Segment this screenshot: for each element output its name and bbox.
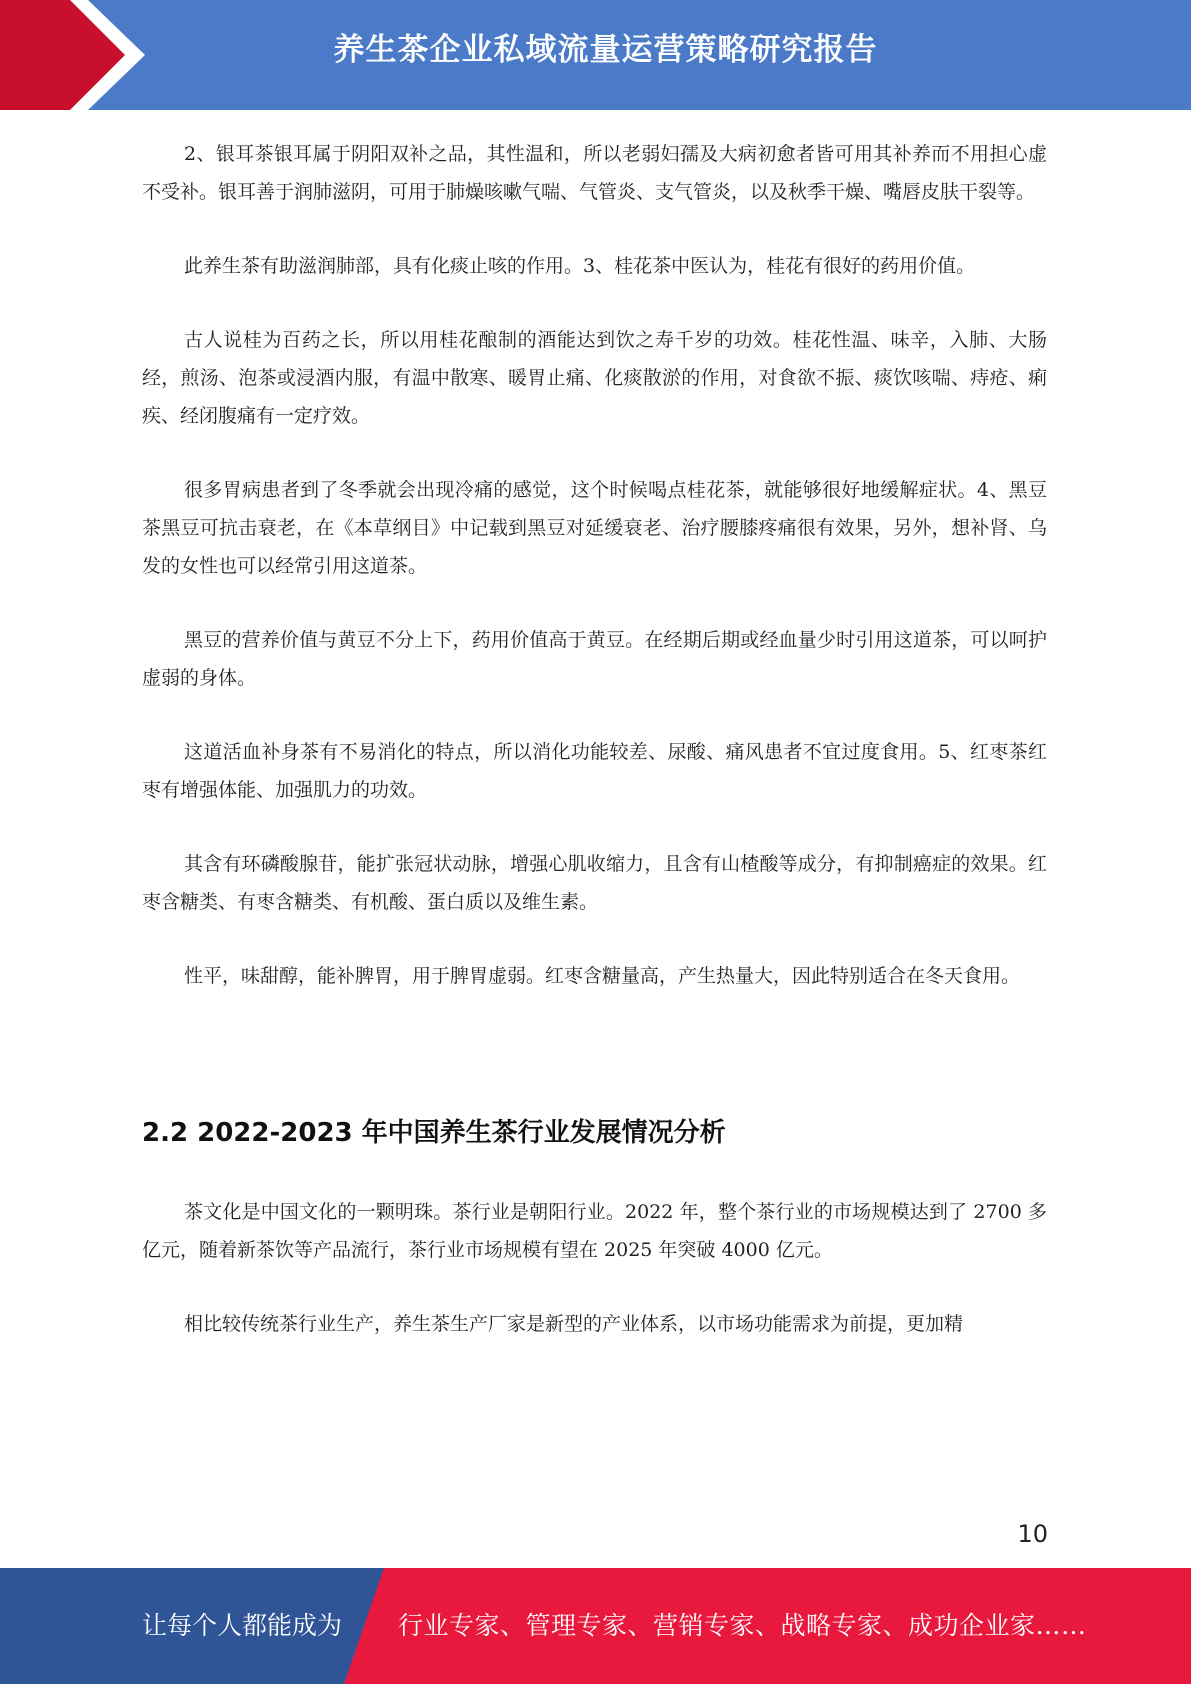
paragraph: 2、银耳茶银耳属于阴阳双补之品，其性温和，所以老弱妇孺及大病初愈者皆可用其补养而不用担心虚不受补。银耳善于润肺滋阴，可用于肺燥咳嗽气喘、气管炎、支气管炎，以及秋季干燥、嘴唇皮肤干裂等。 <box>142 143 1047 203</box>
footer-slogan-right: 行业专家、管理专家、营销专家、战略专家、成功企业家…… <box>398 1611 1087 1640</box>
paragraph: 这道活血补身茶有不易消化的特点，所以消化功能较差、尿酸、痛风患者不宜过度食用。5、红枣茶红枣有增强体能、加强肌力的功效。 <box>142 741 1047 801</box>
paragraph: 性平，味甜醇，能补脾胃，用于脾胃虚弱。红枣含糖量高，产生热量大，因此特别适合在冬天食用。 <box>184 965 1021 987</box>
paragraph: 古人说桂为百药之长，所以用桂花酿制的酒能达到饮之寿千岁的功效。桂花性温、味辛，入肺、大肠经，煎汤、泡茶或浸酒内服，有温中散寒、暖胃止痛、化痰散淤的作用，对食欲不振、痰饮咳喘、痔疮、痢疾、经闭腹痛有一定疗效。 <box>142 329 1047 427</box>
report-title: 养生茶企业私域流量运营策略研究报告 <box>333 32 878 68</box>
document-body <box>142 135 1047 1379</box>
paragraph: 此养生茶有助滋润肺部，具有化痰止咳的作用。3、桂花茶中医认为，桂花有很好的药用价值。 <box>184 255 976 277</box>
paragraph: 茶文化是中国文化的一颗明珠。茶行业是朝阳行业。2022 年，整个茶行业的市场规模达到了 2700 多亿元，随着新茶饮等产品流行，茶行业市场规模有望在 2025 年突破 4000 亿元。 <box>142 1201 1047 1261</box>
paragraph: 黑豆的营养价值与黄豆不分上下，药用价值高于黄豆。在经期后期或经血量少时引用这道茶，可以呵护虚弱的身体。 <box>142 629 1047 689</box>
footer-slogan-left: 让每个人都能成为 <box>142 1611 343 1640</box>
section-heading: 2.2 2022-2023 年中国养生茶行业发展情况分析 <box>142 1118 726 1148</box>
paragraph: 其含有环磷酸腺苷，能扩张冠状动脉，增强心肌收缩力，且含有山楂酸等成分，有抑制癌症的效果。红枣含糖类、有枣含糖类、有机酸、蛋白质以及维生素。 <box>142 853 1047 913</box>
paragraph: 很多胃病患者到了冬季就会出现冷痛的感觉，这个时候喝点桂花茶，就能够很好地缓解症状。4、黑豆茶黑豆可抗击衰老，在《本草纲目》中记载到黑豆对延缓衰老、治疗腰膝疼痛很有效果，另外，想补肾、乌发的女性也可以经常引用这道茶。 <box>142 479 1047 577</box>
page-footer <box>0 1568 1191 1684</box>
paragraph: 相比较传统茶行业生产，养生茶生产厂家是新型的产业体系，以市场功能需求为前提，更加精 <box>184 1313 964 1335</box>
page-header <box>0 0 1191 110</box>
page-number: 10 <box>1017 1520 1048 1548</box>
